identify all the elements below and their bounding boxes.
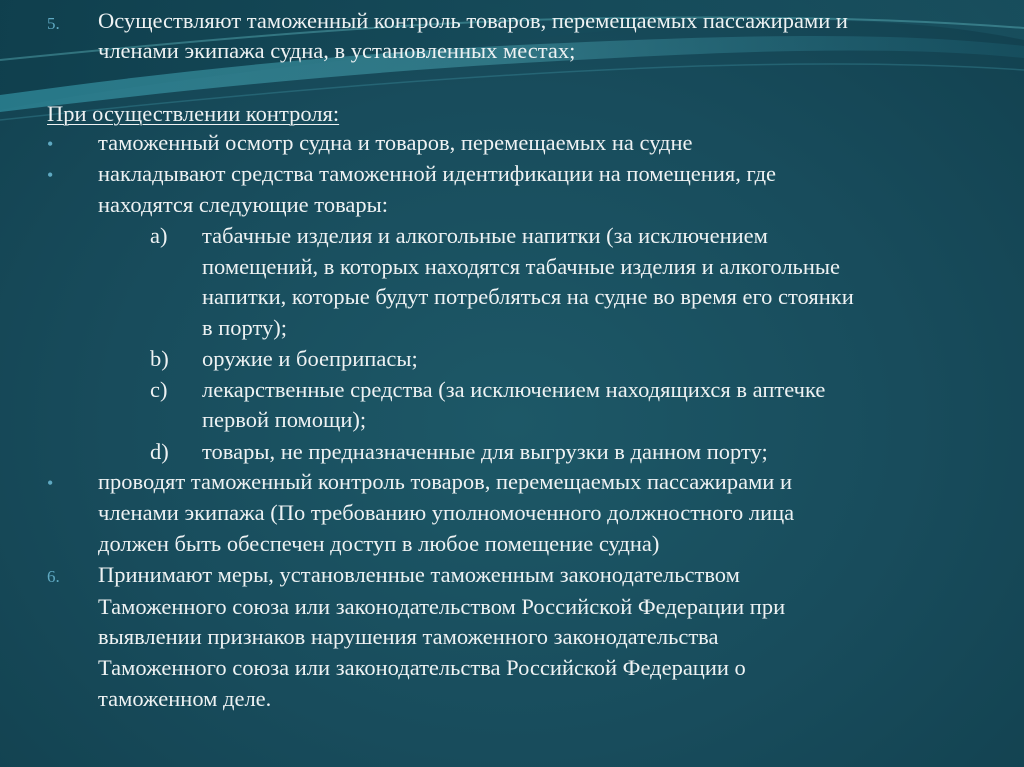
bullet-3-marker: • (47, 473, 54, 493)
bullet-1-marker: • (47, 134, 54, 154)
bullet-3-line-3: должен быть обеспечен доступ в любое помещение судна) (98, 531, 660, 556)
subitem-a-marker: a) (150, 223, 168, 248)
item-6-line-3: выявлении признаков нарушения таможенного законодательства (98, 624, 719, 649)
subitem-c-line-2: первой помощи); (202, 407, 367, 432)
subitem-b-marker: b) (150, 346, 169, 371)
item-6-line-1: Принимают меры, установленные таможенным законодательством (98, 562, 740, 587)
item-5-line-1: Осуществляют таможенный контроль товаров, перемещаемых пассажирами и (98, 8, 848, 33)
item-6-marker: 6. (47, 567, 60, 586)
subitem-d-marker: d) (150, 439, 169, 464)
subitem-a-line-3: напитки, которые будут потребляться на судне во время его стоянки (202, 284, 854, 309)
bullet-2-marker: • (47, 165, 54, 185)
subitem-a-line-1: табачные изделия и алкогольные напитки (за исключением (202, 223, 768, 248)
subitem-d-line-1: товары, не предназначенные для выгрузки в данном порту; (202, 439, 768, 464)
item-5-line-2: членами экипажа судна, в установленных местах; (98, 38, 576, 63)
control-heading: При осуществлении контроля: (47, 101, 340, 126)
subitem-a-line-2: помещений, в которых находятся табачные изделия и алкогольные (202, 254, 840, 279)
bullet-2-line-1: накладывают средства таможенной идентификации на помещения, где (98, 161, 777, 186)
bullet-2-line-2: находятся следующие товары: (98, 192, 388, 217)
subitem-c-marker: c) (150, 377, 168, 402)
subitem-a-line-4: в порту); (202, 315, 288, 340)
item-5-marker: 5. (47, 14, 60, 33)
item-6-line-2: Таможенного союза или законодательством Российской Федерации при (98, 594, 786, 619)
item-6-line-5: таможенном деле. (98, 686, 272, 711)
bullet-1-line-1: таможенный осмотр судна и товаров, перемещаемых на судне (98, 130, 693, 155)
subitem-c-line-1: лекарственные средства (за исключением находящихся в аптечке (202, 377, 826, 402)
bullet-3-line-2: членами экипажа (По требованию уполномоченного должностного лица (98, 500, 795, 525)
item-6-line-4: Таможенного союза или законодательства Российской Федерации о (98, 655, 746, 680)
bullet-3-line-1: проводят таможенный контроль товаров, перемещаемых пассажирами и (98, 469, 793, 494)
subitem-b-line-1: оружие и боеприпасы; (202, 346, 418, 371)
